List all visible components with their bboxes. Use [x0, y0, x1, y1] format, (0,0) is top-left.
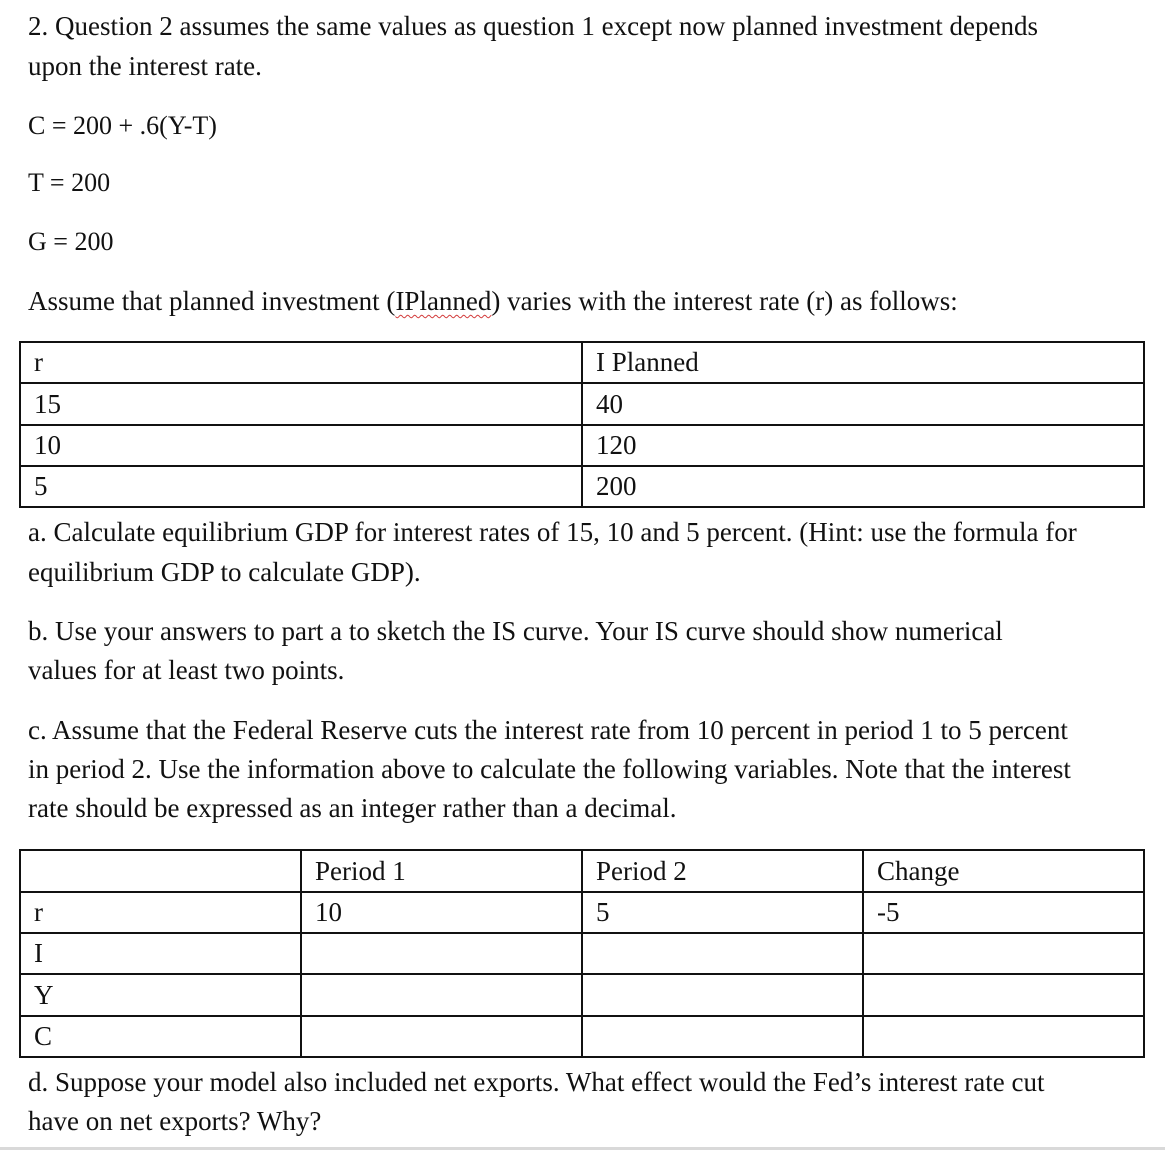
header-cell-blank [20, 850, 301, 892]
table-row [20, 1016, 1144, 1057]
variable-label-cell: r [20, 892, 301, 933]
table-row [20, 933, 1144, 974]
period-2-cell [582, 1016, 863, 1057]
government-equation: G = 200 [28, 227, 114, 256]
variable-label-cell: Y [20, 974, 301, 1016]
investment-cell: 40 [582, 383, 1144, 425]
rate-cell: 15 [20, 383, 582, 425]
change-cell [863, 974, 1144, 1016]
period-2-cell: 5 [582, 892, 863, 933]
investment-cell: 120 [582, 425, 1144, 466]
table-row [20, 425, 1144, 466]
rate-cell: 5 [20, 466, 582, 507]
part-a-line-2: equilibrium GDP to calculate GDP). [28, 557, 421, 587]
rate-cell: 10 [20, 425, 582, 466]
change-cell [863, 1016, 1144, 1057]
assumption-prefix: Assume that planned investment ( [28, 286, 396, 316]
period-1-cell [301, 1016, 582, 1057]
assumption-suffix: ) varies with the interest rate (r) as follows: [491, 286, 958, 316]
period-2-cell [582, 933, 863, 974]
part-b-line-2: values for at least two points. [28, 655, 345, 685]
change-cell: -5 [863, 892, 1144, 933]
page-bottom-divider [0, 1147, 1165, 1150]
table-row [20, 466, 1144, 507]
table-row [20, 892, 1144, 933]
period-table [19, 849, 1145, 1058]
part-c-line-3: rate should be expressed as an integer rather than a decimal. [28, 793, 677, 823]
header-cell-change: Change [863, 850, 1144, 892]
investment-cell: 200 [582, 466, 1144, 507]
part-d-line-2: have on net exports? Why? [28, 1106, 322, 1136]
table-row [20, 383, 1144, 425]
question-intro-line-1: 2. Question 2 assumes the same values as question 1 except now planned investment depends [28, 11, 1039, 41]
part-c-line-1: c. Assume that the Federal Reserve cuts the interest rate from 10 percent in period 1 to 5 percent [28, 715, 1068, 745]
part-a-line-1: a. Calculate equilibrium GDP for interest rates of 15, 10 and 5 percent. (Hint: use the formula for [28, 517, 1077, 547]
investment-table [19, 341, 1145, 508]
question-intro-line-2: upon the interest rate. [28, 51, 262, 81]
period-1-cell: 10 [301, 892, 582, 933]
header-cell-period-1: Period 1 [301, 850, 582, 892]
variable-label-cell: C [20, 1016, 301, 1057]
period-2-cell [582, 974, 863, 1016]
header-cell-period-2: Period 2 [582, 850, 863, 892]
change-cell [863, 933, 1144, 974]
part-c-line-2: in period 2. Use the information above to calculate the following variables. Note that the interest [28, 754, 1071, 784]
table-row [20, 974, 1144, 1016]
investment-table-header-row [20, 342, 1144, 383]
iplanned-term: IPlanned [395, 286, 492, 316]
header-cell-r: r [20, 342, 582, 383]
period-table-header-row [20, 850, 1144, 892]
header-cell-i-planned: I Planned [582, 342, 1144, 383]
part-d-line-1: d. Suppose your model also included net exports. What effect would the Fed’s interest rate cut [28, 1067, 1045, 1097]
investment-assumption [28, 284, 958, 318]
variable-label-cell: I [20, 933, 301, 974]
consumption-equation: C = 200 + .6(Y-T) [28, 111, 217, 140]
tax-equation: T = 200 [28, 168, 111, 197]
period-1-cell [301, 974, 582, 1016]
part-b-line-1: b. Use your answers to part a to sketch the IS curve. Your IS curve should show numerical [28, 616, 1003, 646]
period-1-cell [301, 933, 582, 974]
